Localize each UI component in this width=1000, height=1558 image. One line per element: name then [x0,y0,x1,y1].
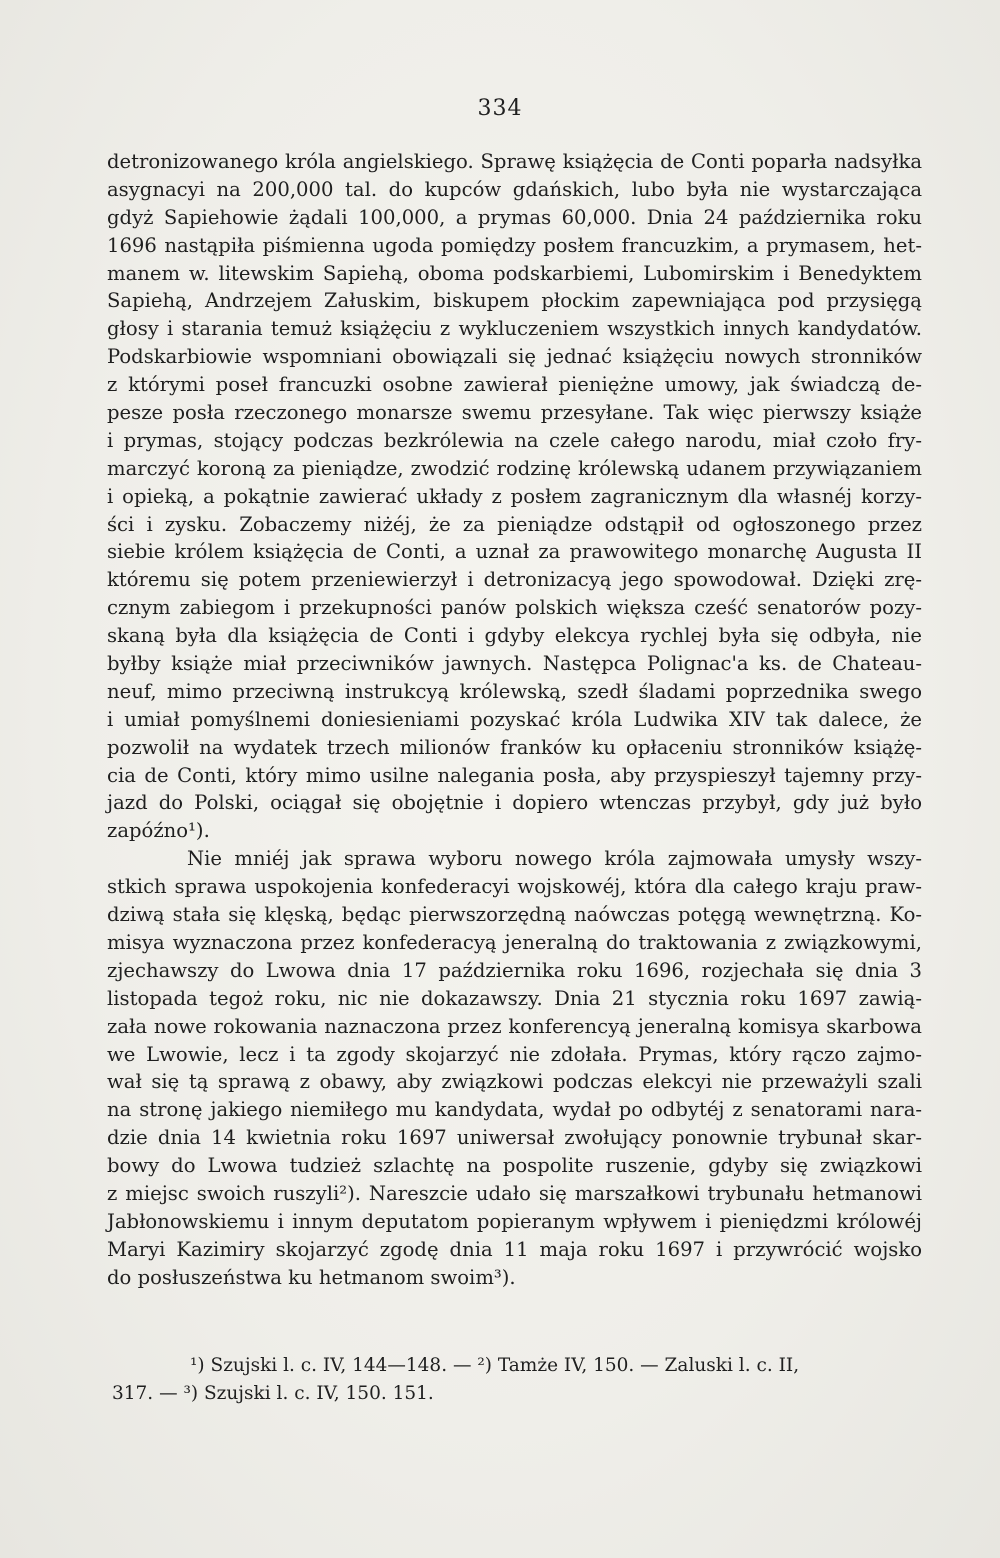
text-line: byłby książe miał przeciwników jawnych. Następca Polignac'a ks. de Chateau- [107,652,922,676]
paragraph-end-line: zapóźno¹). [107,819,210,843]
text-line: pozwolił na wydatek trzech milionów franków ku opłaceniu stronników książę- [107,735,922,759]
paragraph-end-line: do posłuszeństwa ku hetmanom swoim³). [107,1265,516,1289]
text-line: Maryi Kazimiry skojarzyć zgodę dnia 11 maja roku 1697 i przywrócić wojsko [107,1237,922,1261]
text-line: manem w. litewskim Sapiehą, oboma podskarbiemi, Lubomirskim i Benedyktem [107,261,922,285]
text-line: cznym zabiegom i przekupności panów polskich większa cześć senatorów pozy- [107,596,922,620]
footnote-line: 317. — ³) Szujski l. c. IV, 150. 151. [112,1383,434,1404]
text-line: głosy i starania temuż książęciu z wykluczeniem wszystkich innych kandydatów. [107,317,922,341]
text-line: któremu się potem przeniewierzył i detronizacyą jego spowodował. Dzięki zrę- [107,568,922,592]
text-line: i prymas, stojący podczas bezkrólewia na czele całego narodu, miał czoło fry- [107,428,922,452]
text-line: neuf, mimo przeciwną instrukcyą królewską, szedł śladami poprzednika swego [107,679,922,703]
text-line: i opieką, a pokątnie zawierać układy z posłem zagranicznym dla własnéj korzy- [107,484,922,508]
text-line: wał się tą sprawą z obawy, aby związkowi podczas elekcyi nie przeważyli szali [107,1070,922,1094]
text-line: gdyż Sapiehowie żądali 100,000, a prymas 60,000. Dnia 24 października roku [107,205,922,229]
page-number: 334 [477,96,523,121]
text-line: z miejsc swoich ruszyli²). Nareszcie udało się marszałkowi trybunału hetmanowi [107,1181,922,1205]
text-line: marczyć koroną za pieniądze, zwodzić rodzinę królewską udanem przywiązaniem [107,456,922,480]
text-line: 1696 nastąpiła piśmienna ugoda pomiędzy posłem francuzkim, a prymasem, het- [107,233,922,257]
text-line: stkich sprawa uspokojenia konfederacyi wojskowéj, która dla całego kraju praw- [107,875,922,899]
text-line: Podskarbiowie wspomniani obowiązali się jednać książęciu nowych stronników [107,345,922,369]
paragraph-start-line: Nie mniéj jak sprawa wyboru nowego króla zajmowała umysły wszy- [187,847,922,871]
footnote-line: ¹) Szujski l. c. IV, 144—148. — ²) Tamże IV, 150. — Zaluski l. c. II, [190,1355,800,1376]
text-line: jazd do Polski, ociągał się obojętnie i dopiero wtenczas przybył, gdy już było [107,791,922,815]
text-line: Jabłonowskiemu i innym deputatom popieranym wpływem i pieniędzmi królowéj [107,1209,922,1233]
text-line: z którymi poseł francuzki osobne zawierał pieniężne umowy, jak świadczą de- [107,373,922,397]
text-line: detronizowanego króla angielskiego. Sprawę książęcia de Conti poparła nadsyłka [107,150,922,173]
text-line: misya wyznaczona przez konfederacyą jeneralną do traktowania z związkowymi, [107,930,922,954]
text-line: ści i zysku. Zobaczemy niżéj, że za pieniądze odstąpił od ogłoszonego przez [107,512,922,536]
text-line: cia de Conti, który mimo usilne nalegania posła, aby przyspieszył tajemny przy- [107,763,922,787]
text-line: asygnacyi na 200,000 tal. do kupców gdańskich, lubo była nie wystarczająca [107,177,922,201]
text-line: zjechawszy do Lwowa dnia 17 października roku 1696, rozjechała się dnia 3 [107,958,922,982]
text-line: dziwą stała się klęską, będąc pierwszorzędną naówczas potęgą wewnętrzną. Ko- [107,903,922,927]
text-line: skaną była dla książęcia de Conti i gdyby elekcya rychlej była się odbyła, nie [107,624,922,648]
text-line: siebie królem książęcia de Conti, a uznał za prawowitego monarchę Augusta II [107,540,922,564]
text-line: Sapiehą, Andrzejem Załuskim, biskupem płockim zapewniająca pod przysięgą [107,289,922,313]
text-line: listopada tegoż roku, nic nie dokazawszy. Dnia 21 stycznia roku 1697 zawią- [107,986,922,1010]
text-line: dzie dnia 14 kwietnia roku 1697 uniwersał zwołujący ponownie trybunał skar- [107,1126,922,1150]
text-line: zała nowe rokowania naznaczona przez konferencyą jeneralną komisya skarbowa [107,1014,922,1038]
text-line: bowy do Lwowa tudzież szlachtę na pospolite ruszenie, gdyby się związkowi [107,1154,922,1178]
text-line: pesze posła rzeczonego monarsze swemu przesyłane. Tak więc pierwszy książe [107,401,922,425]
text-line: we Lwowie, lecz i ta zgody skojarzyć nie zdołała. Prymas, który rączo zajmo- [107,1042,922,1066]
text-line: i umiał pomyślnemi doniesieniami pozyskać króla Ludwika XIV tak dalece, że [107,707,922,731]
footnotes [112,1352,922,1408]
text-line: na stronę jakiego niemiłego mu kandydata, wydał po odbytéj z senatorami nara- [107,1098,922,1122]
body-text [107,148,922,1292]
